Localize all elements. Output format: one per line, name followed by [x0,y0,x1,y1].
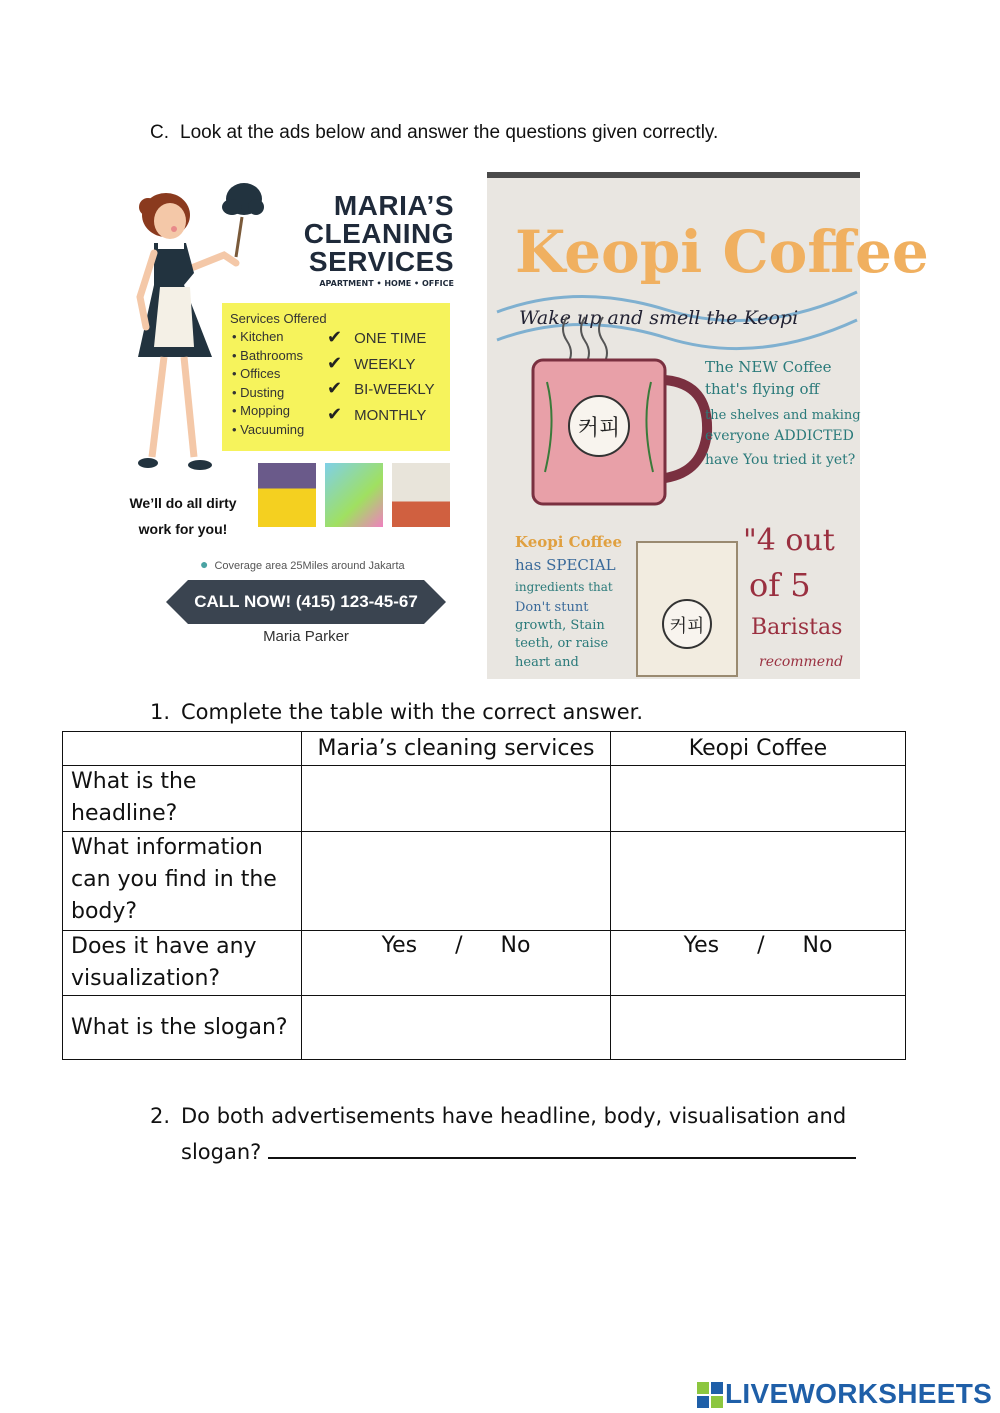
question-cell [63,766,302,832]
maria-title-line: MARIA’S [333,190,454,221]
question-line: Does it have any [71,934,257,959]
list-item: • Mopping [232,403,304,422]
answer-cell-keopi-slogan[interactable] [611,996,906,1060]
header-cell: Maria’s cleaning services [302,732,611,766]
keopi-special-line: Keopi Coffee [515,533,623,551]
list-item: ✔ MONTHLY [327,404,435,430]
instruction-text: Look at the ads below and answer the questions given correctly. [180,122,719,143]
maria-cleaning-ad [124,172,456,662]
question-line: What information [71,835,263,860]
maria-title-line: CLEANING [303,218,454,249]
location-pin-icon: ● [200,556,209,572]
keopi-headline-word: Keopi Coffee [515,218,929,286]
services-title: Services Offered [230,311,327,326]
visualization-choice-keopi [611,931,906,996]
maria-name: Maria Parker [263,628,349,645]
choice-separator: / [757,933,765,958]
question-line: What is the [71,769,197,794]
services-list [232,329,304,441]
question-2-line-1: Do both advertisements have headline, body, visualisation and [181,1104,847,1128]
list-item: • Bathrooms [232,348,304,367]
question-2-number: 2. [150,1104,171,1128]
answer-table [62,731,906,1060]
answer-cell-maria-headline[interactable] [302,766,611,832]
keopi-tagline: Wake up and smell the Keopi [519,307,799,329]
call-now-banner [166,580,446,624]
keopi-rating-line: "4 out [743,523,835,558]
question-cell [63,996,302,1060]
keopi-special-line: ingredients that [515,580,613,594]
list-item: • Offices [232,366,304,385]
yes-option[interactable]: Yes [683,933,720,958]
list-item: • Dusting [232,385,304,404]
list-item: • Vacuuming [232,422,304,441]
keopi-side-line: The NEW Coffee [705,358,832,376]
keopi-rating-line: of 5 [749,566,811,604]
instruction [150,122,718,144]
maria-title-line: SERVICES [308,246,454,277]
list-item: ✔ WEEKLY [327,353,435,379]
question-line: What is the slogan? [71,1014,288,1040]
slogan-line: We’ll do all dirty [129,495,237,511]
bucket-photo [258,463,316,527]
keopi-special-line: Don't stunt [515,600,589,615]
liveworksheets-text: LIVEWORKSHEETS [725,1378,993,1409]
maria-ad-slogan [124,490,242,542]
question-1 [150,700,643,724]
keopi-poster-art [487,172,929,679]
no-option[interactable]: No [802,933,833,958]
table-row [63,996,906,1060]
visualization-choice-maria [302,931,611,996]
cleaning-supplies-photos [258,463,450,527]
question-2-line-2: slogan? [181,1140,262,1164]
maria-ad-headline [284,192,454,276]
keopi-special-line: has SPECIAL [515,556,616,574]
question-2 [150,1098,870,1170]
table-header-row [63,732,906,766]
frequency-list [327,327,435,430]
keopi-coffee-ad [487,172,929,679]
table-row [63,766,906,832]
question-line: visualization? [71,966,221,991]
answer-cell-maria-slogan[interactable] [302,996,611,1060]
question-cell [63,832,302,931]
answer-cell-keopi-headline[interactable] [611,766,906,832]
coverage-text: Coverage area 25Miles around Jakarta [214,560,405,572]
question-1-number: 1. [150,700,171,724]
keopi-mug-korean: 커피 [577,416,621,441]
keopi-side-line: that's flying off [705,380,820,398]
question-line: body? [71,899,138,924]
keopi-special-line: heart and [515,655,579,670]
instruction-label: C. [150,122,169,143]
coverage-info [200,556,405,572]
keopi-special-line: growth, Stain [515,618,605,633]
keopi-rating-line: Baristas [751,615,843,640]
question-cell [63,931,302,996]
answer-cell-keopi-body[interactable] [611,832,906,931]
list-item: ✔ BI-WEEKLY [327,378,435,404]
services-box [222,303,450,451]
keopi-side-line: the shelves and making [705,408,861,423]
question-line: can you find in the [71,867,277,892]
call-now-text: CALL NOW! (415) 123-45-67 [194,592,418,611]
keopi-side-line: everyone ADDICTED [705,428,854,444]
liveworksheets-mark-icon [697,1382,723,1408]
keopi-special-line: teeth, or raise [515,636,609,651]
keopi-bag-korean: 커피 [669,616,705,637]
broom-photo [392,463,450,527]
no-option[interactable]: No [500,933,531,958]
keopi-rating-line: recommend [759,654,844,670]
maria-ad-tagline: APARTMENT • HOME • OFFICE [319,279,454,288]
keopi-side-line: have You tried it yet? [705,452,856,468]
question-2-answer-line[interactable] [268,1137,856,1159]
choice-separator: / [455,933,463,958]
list-item: • Kitchen [232,329,304,348]
question-line: headline? [71,801,178,826]
question-1-text: Complete the table with the correct answer. [181,700,644,724]
spray-bottles-photo [325,463,383,527]
header-cell: Keopi Coffee [611,732,906,766]
list-item: ✔ ONE TIME [327,327,435,353]
header-cell [63,732,302,766]
slogan-line: work for you! [138,521,228,537]
table-row [63,832,906,931]
yes-option[interactable]: Yes [381,933,418,958]
answer-cell-maria-body[interactable] [302,832,611,931]
table-row [63,931,906,996]
